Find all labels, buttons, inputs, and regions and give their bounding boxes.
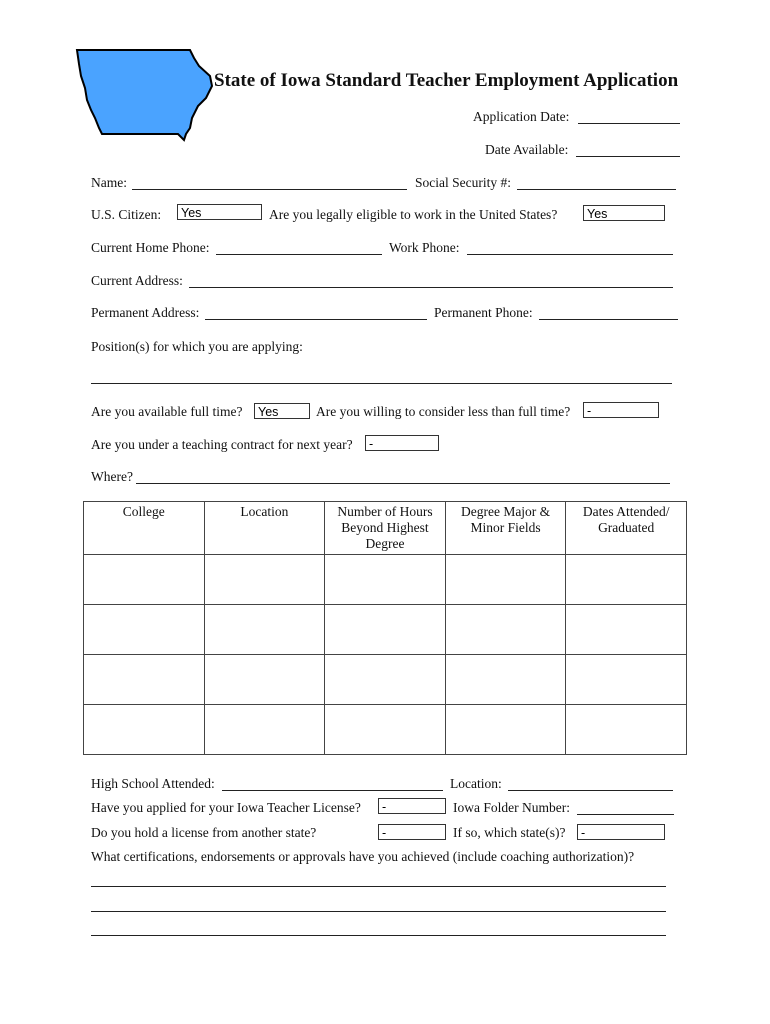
col-college: College	[84, 502, 205, 555]
high-school-label: High School Attended:	[91, 776, 215, 791]
table-cell[interactable]	[566, 605, 687, 655]
table-cell[interactable]	[325, 655, 446, 705]
license-applied-label: Have you applied for your Iowa Teacher License?	[91, 800, 361, 815]
us-citizen-label: U.S. Citizen:	[91, 207, 162, 222]
permanent-address-label: Permanent Address:	[91, 305, 200, 320]
folder-number-line[interactable]	[577, 814, 674, 815]
col-degree-major: Degree Major & Minor Fields	[445, 502, 566, 555]
license-applied-field[interactable]: -	[378, 798, 446, 814]
table-cell[interactable]	[84, 705, 205, 755]
positions-line[interactable]	[91, 383, 672, 384]
home-phone-line[interactable]	[216, 254, 382, 255]
page-title: State of Iowa Standard Teacher Employment Application	[214, 70, 679, 91]
contract-label: Are you under a teaching contract for next year?	[91, 437, 353, 452]
ssn-label: Social Security #:	[415, 175, 511, 190]
permanent-phone-label: Permanent Phone:	[434, 305, 533, 320]
education-table-header	[84, 502, 687, 555]
ssn-line[interactable]	[517, 189, 676, 190]
table-cell[interactable]	[445, 655, 566, 705]
table-cell[interactable]	[204, 555, 325, 605]
permanent-phone-line[interactable]	[539, 319, 678, 320]
positions-label: Position(s) for which you are applying:	[91, 339, 303, 354]
table-cell[interactable]	[204, 605, 325, 655]
permanent-address-line[interactable]	[205, 319, 427, 320]
table-cell[interactable]	[204, 655, 325, 705]
certifications-line-3[interactable]	[91, 935, 666, 936]
table-cell[interactable]	[204, 705, 325, 755]
col-location: Location	[204, 502, 325, 555]
table-cell[interactable]	[566, 555, 687, 605]
which-states-label: If so, which state(s)?	[453, 825, 566, 840]
home-phone-label: Current Home Phone:	[91, 240, 210, 255]
name-line[interactable]	[132, 189, 407, 190]
other-license-field[interactable]: -	[378, 824, 446, 840]
table-cell[interactable]	[445, 605, 566, 655]
table-row	[84, 555, 687, 605]
location-line[interactable]	[508, 790, 673, 791]
eligible-field[interactable]: Yes	[583, 205, 665, 221]
date-available-line[interactable]	[576, 156, 680, 157]
table-cell[interactable]	[445, 555, 566, 605]
work-phone-line[interactable]	[467, 254, 673, 255]
current-address-label: Current Address:	[91, 273, 183, 288]
table-cell[interactable]	[325, 705, 446, 755]
other-license-label: Do you hold a license from another state?	[91, 825, 317, 840]
table-cell[interactable]	[325, 555, 446, 605]
date-available-label: Date Available:	[485, 142, 569, 157]
less-full-time-field[interactable]: -	[583, 402, 659, 418]
table-cell[interactable]	[84, 605, 205, 655]
table-cell[interactable]	[445, 705, 566, 755]
col-hours: Number of Hours Beyond Highest Degree	[325, 502, 446, 555]
full-time-label: Are you available full time?	[91, 404, 243, 419]
less-full-time-label: Are you willing to consider less than full time?	[316, 404, 571, 419]
application-date-line[interactable]	[578, 123, 680, 124]
certifications-line-1[interactable]	[91, 886, 666, 887]
name-label: Name:	[91, 175, 127, 190]
us-citizen-field[interactable]: Yes	[177, 204, 262, 220]
table-cell[interactable]	[325, 605, 446, 655]
table-row	[84, 705, 687, 755]
current-address-line[interactable]	[189, 287, 673, 288]
application-date-label: Application Date:	[473, 109, 570, 124]
table-cell[interactable]	[84, 655, 205, 705]
full-time-field[interactable]: Yes	[254, 403, 310, 419]
iowa-map-logo	[72, 46, 214, 144]
table-cell[interactable]	[566, 705, 687, 755]
contract-field[interactable]: -	[365, 435, 439, 451]
location-label: Location:	[450, 776, 502, 791]
folder-number-label: Iowa Folder Number:	[453, 800, 570, 815]
where-label: Where?	[91, 469, 133, 484]
table-cell[interactable]	[84, 555, 205, 605]
education-table	[83, 501, 687, 755]
work-phone-label: Work Phone:	[389, 240, 460, 255]
col-dates: Dates Attended/ Graduated	[566, 502, 687, 555]
eligible-label: Are you legally eligible to work in the United States?	[269, 207, 558, 222]
certifications-line-2[interactable]	[91, 911, 666, 912]
which-states-field[interactable]: -	[577, 824, 665, 840]
where-line[interactable]	[136, 483, 670, 484]
certifications-label: What certifications, endorsements or approvals have you achieved (include coaching authorization)?	[91, 849, 635, 864]
table-row	[84, 605, 687, 655]
table-cell[interactable]	[566, 655, 687, 705]
high-school-line[interactable]	[222, 790, 443, 791]
table-row	[84, 655, 687, 705]
